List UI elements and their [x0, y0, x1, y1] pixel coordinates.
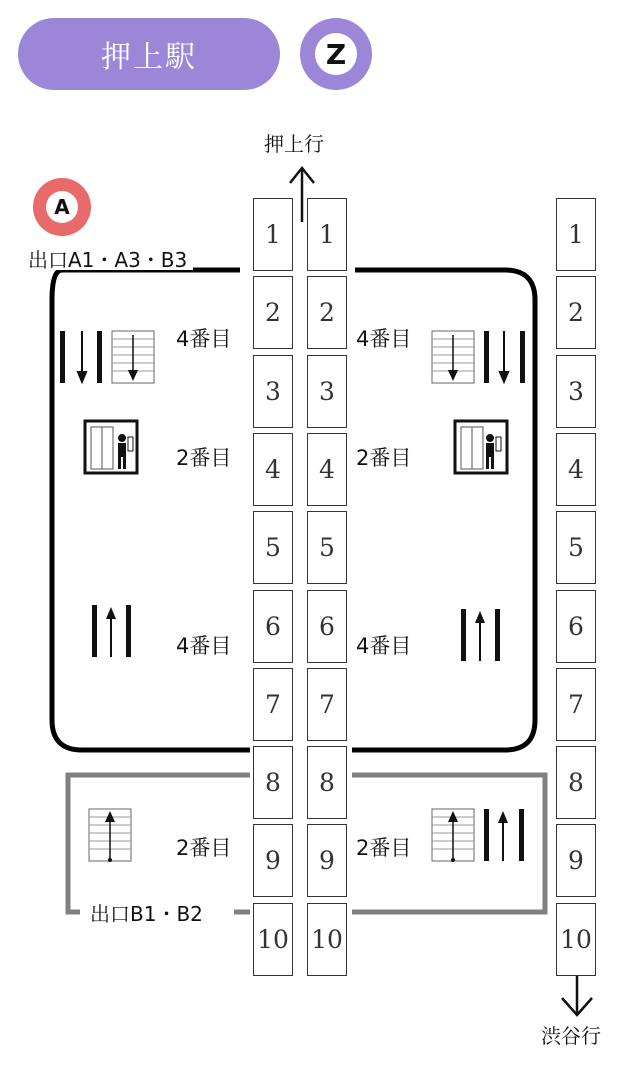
elevator-icon: [85, 421, 137, 473]
train-car-4: 4: [307, 433, 347, 506]
train-car-1: 1: [253, 198, 293, 271]
train-car-4: 4: [556, 433, 596, 506]
floor-label-left-top: 4番目: [176, 327, 232, 351]
train-car-8: 8: [307, 746, 347, 819]
floor-label-left-low: 4番目: [176, 634, 232, 658]
train-car-1: 1: [556, 198, 596, 271]
elevator-icon-right: [455, 421, 507, 473]
exit-bottom-label: 出口B1・B2: [86, 904, 207, 924]
train-car-1: 1: [307, 198, 347, 271]
train-car-8: 8: [556, 746, 596, 819]
train-car-2: 2: [556, 276, 596, 349]
train-car-9: 9: [253, 824, 293, 897]
train-car-3: 3: [556, 355, 596, 428]
escalator-up-icon-right: [461, 609, 500, 661]
train-car-5: 5: [253, 511, 293, 584]
floor-label-right-bottom: 2番目: [356, 836, 412, 860]
line-letter: Z: [315, 33, 357, 75]
train-car-9: 9: [307, 824, 347, 897]
stairs-up-icon: [89, 809, 131, 862]
train-car-6: 6: [253, 590, 293, 663]
floor-label-left-bottom: 2番目: [176, 836, 232, 860]
escalator-down-icon: [60, 331, 102, 383]
train-car-5: 5: [556, 511, 596, 584]
train-car-2: 2: [307, 276, 347, 349]
train-car-9: 9: [556, 824, 596, 897]
exit-top-label: 出口A1・A3・B3: [28, 250, 193, 270]
escalator-up-icon-bottom-right: [484, 809, 524, 861]
floor-label-right-top: 4番目: [356, 327, 412, 351]
stairs-up-icon-right: [432, 809, 474, 862]
down-direction-label: 渋谷行: [541, 1024, 601, 1048]
train-car-5: 5: [307, 511, 347, 584]
floor-label-left-mid: 2番目: [176, 446, 232, 470]
train-car-4: 4: [253, 433, 293, 506]
escalator-down-icon-right: [484, 331, 525, 383]
train-car-2: 2: [253, 276, 293, 349]
train-car-10: 10: [253, 903, 293, 976]
floor-label-right-mid: 2番目: [356, 446, 412, 470]
floor-label-right-low: 4番目: [356, 634, 412, 658]
train-car-6: 6: [307, 590, 347, 663]
train-car-8: 8: [253, 746, 293, 819]
escalator-up-icon: [92, 605, 131, 657]
exit-letter: A: [46, 191, 78, 223]
station-name: 押上駅: [101, 40, 197, 75]
stairs-down-icon: [112, 331, 154, 383]
train-car-10: 10: [556, 903, 596, 976]
stairs-down-icon-right: [432, 331, 474, 383]
train-car-10: 10: [307, 903, 347, 976]
train-car-7: 7: [253, 668, 293, 741]
up-direction-label: 押上行: [264, 132, 324, 156]
train-car-7: 7: [307, 668, 347, 741]
train-car-3: 3: [307, 355, 347, 428]
train-car-7: 7: [556, 668, 596, 741]
train-car-3: 3: [253, 355, 293, 428]
train-car-6: 6: [556, 590, 596, 663]
